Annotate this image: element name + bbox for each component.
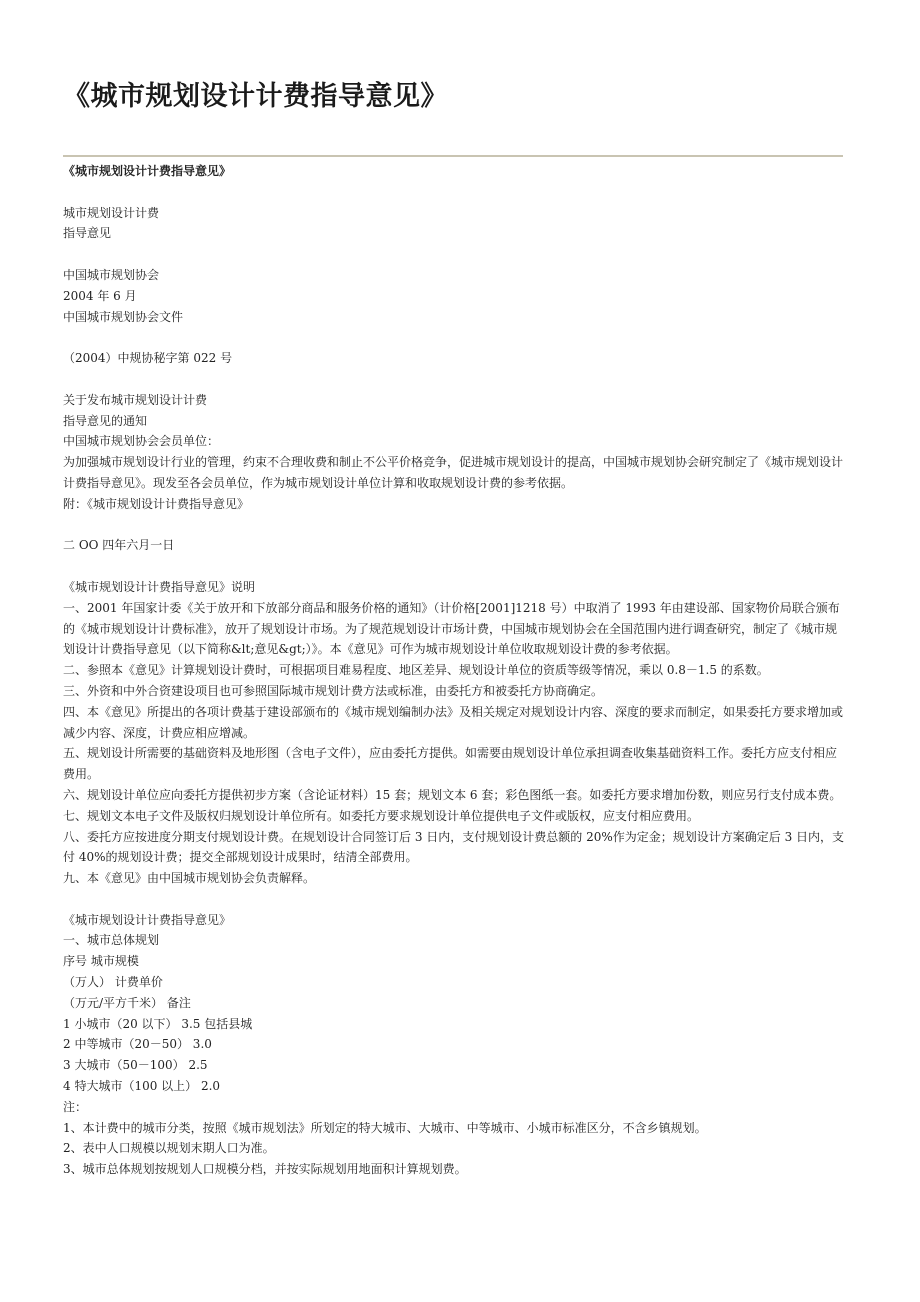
blank-line [63, 556, 845, 577]
blank-line [63, 327, 845, 348]
text-line: 五、规划设计所需要的基础资料及地形图（含电子文件），应由委托方提供。如需要由规划设计单位承担调查收集基础资料工作。委托方应支付相应费用。 [63, 746, 838, 782]
text-line: 城市规划设计计费 [63, 205, 160, 220]
text-line: 一、城市总体规划 [63, 933, 160, 948]
text-line: 注： [63, 1099, 88, 1114]
text-line: 1 小城市（20 以下） 3.5 包括县城 [63, 1016, 253, 1031]
text-line: 四、本《意见》所提出的各项计费基于建设部颁布的《城市规划编制办法》及相关规定对规划设计内容、深度的要求而制定，如果委托方要求增加或减少内容、深度，计费应相应增减。 [63, 704, 844, 740]
blank-line [63, 182, 845, 203]
text-line: 关于发布城市规划设计计费 [63, 392, 208, 407]
text-line: 《城市规划设计计费指导意见》 [63, 912, 232, 927]
text-line: 七、规划文本电子文件及版权归规划设计单位所有。如委托方要求规划设计单位提供电子文件或版权，应支付相应费用。 [63, 808, 700, 823]
text-line: （2004）中规协秘字第 022 号 [63, 351, 233, 366]
blank-line [63, 244, 845, 265]
text-line: 2 中等城市（20－50） 3.0 [63, 1037, 212, 1052]
blank-line [63, 369, 845, 390]
text-line: 为加强城市规划设计行业的管理，约束不合理收费和制止不公平价格竞争，促进城市规划设计的提高，中国城市规划协会研究制定了《城市规划设计计费指导意见》。现发至各会员单位，作为城市规划设计单位计算和收取规划设计费的参考依据。 [63, 455, 844, 490]
text-line: （万元/平方千米） 备注 [63, 995, 191, 1010]
text-line: 六、规划设计单位应向委托方提供初步方案（含论证材料）15 套；规划文本 6 套；彩色图纸一套。如委托方要求增加份数，则应另行支付成本费。 [63, 787, 842, 802]
text-line: 附：《城市规划设计计费指导意见》 [63, 496, 250, 511]
text-line: 一、2001 年国家计委《关于放开和下放部分商品和服务价格的通知》（计价格[2001]1218 号）中取消了 1993 年由建设部、国家物价局联合颁布的《城市规划设计计费标准》，放开了规划设计市场。为了规范规划设计市场计费，中国城市规划协会在全国范围内进行调查研究，制定了《城市规划设计计费指导意见（以下简称&lt;意见&gt;）》。本《意见》可作为城市规划设计单位收取规划设计费的参考依据。 [63, 600, 840, 657]
text-line: 3 大城市（50－100） 2.5 [63, 1058, 208, 1073]
text-line: 1、本计费中的城市分类，按照《城市规划法》所划定的特大城市、大城市、中等城市、小城市标准区分，不含乡镇规划。 [63, 1120, 707, 1135]
section-heading: 《城市规划设计计费指导意见》 [63, 164, 232, 178]
text-line: 二、参照本《意见》计算规划设计费时，可根据项目难易程度、地区差异、规划设计单位的资质等级等情况，乘以 0.8－1.5 的系数。 [63, 663, 769, 678]
text-line: 指导意见 [63, 226, 112, 241]
text-line: 4 特大城市（100 以上） 2.0 [63, 1079, 221, 1094]
text-line: 指导意见的通知 [63, 413, 148, 428]
text-line: 三、外资和中外合资建设项目也可参照国际城市规划计费方法或标准，由委托方和被委托方协商确定。 [63, 683, 604, 698]
text-line: （万人） 计费单价 [63, 975, 163, 990]
text-line: 中国城市规划协会 [63, 267, 160, 282]
text-line: 九、本《意见》由中国城市规划协会负责解释。 [63, 871, 316, 886]
text-line: 2、表中人口规模以规划末期人口为准。 [63, 1141, 275, 1156]
document-text [63, 203, 845, 1180]
page-title: 《城市规划设计计费指导意见》 [63, 81, 448, 112]
text-line: 八、委托方应按进度分期支付规划设计费。在规划设计合同签订后 3 日内，支付规划设计费总额的 20%作为定金；规划设计方案确定后 3 日内，支付 40%的规划设计费；提交全部规划设计成果时，结清全部费用。 [63, 829, 845, 865]
text-line: 序号 城市规模 [63, 954, 139, 969]
blank-line [63, 515, 845, 536]
title-divider [63, 155, 843, 157]
blank-line [63, 889, 845, 910]
text-line: 《城市规划设计计费指导意见》说明 [63, 579, 256, 594]
document-body [63, 161, 845, 1180]
text-line: 2004 年 6 月 [63, 288, 137, 303]
text-line: 中国城市规划协会会员单位： [63, 434, 220, 449]
text-line: 中国城市规划协会文件 [63, 309, 184, 324]
text-line: 3、城市总体规划按规划人口规模分档，并按实际规划用地面积计算规划费。 [63, 1162, 467, 1177]
text-line: 二 OO 四年六月一日 [63, 538, 175, 553]
